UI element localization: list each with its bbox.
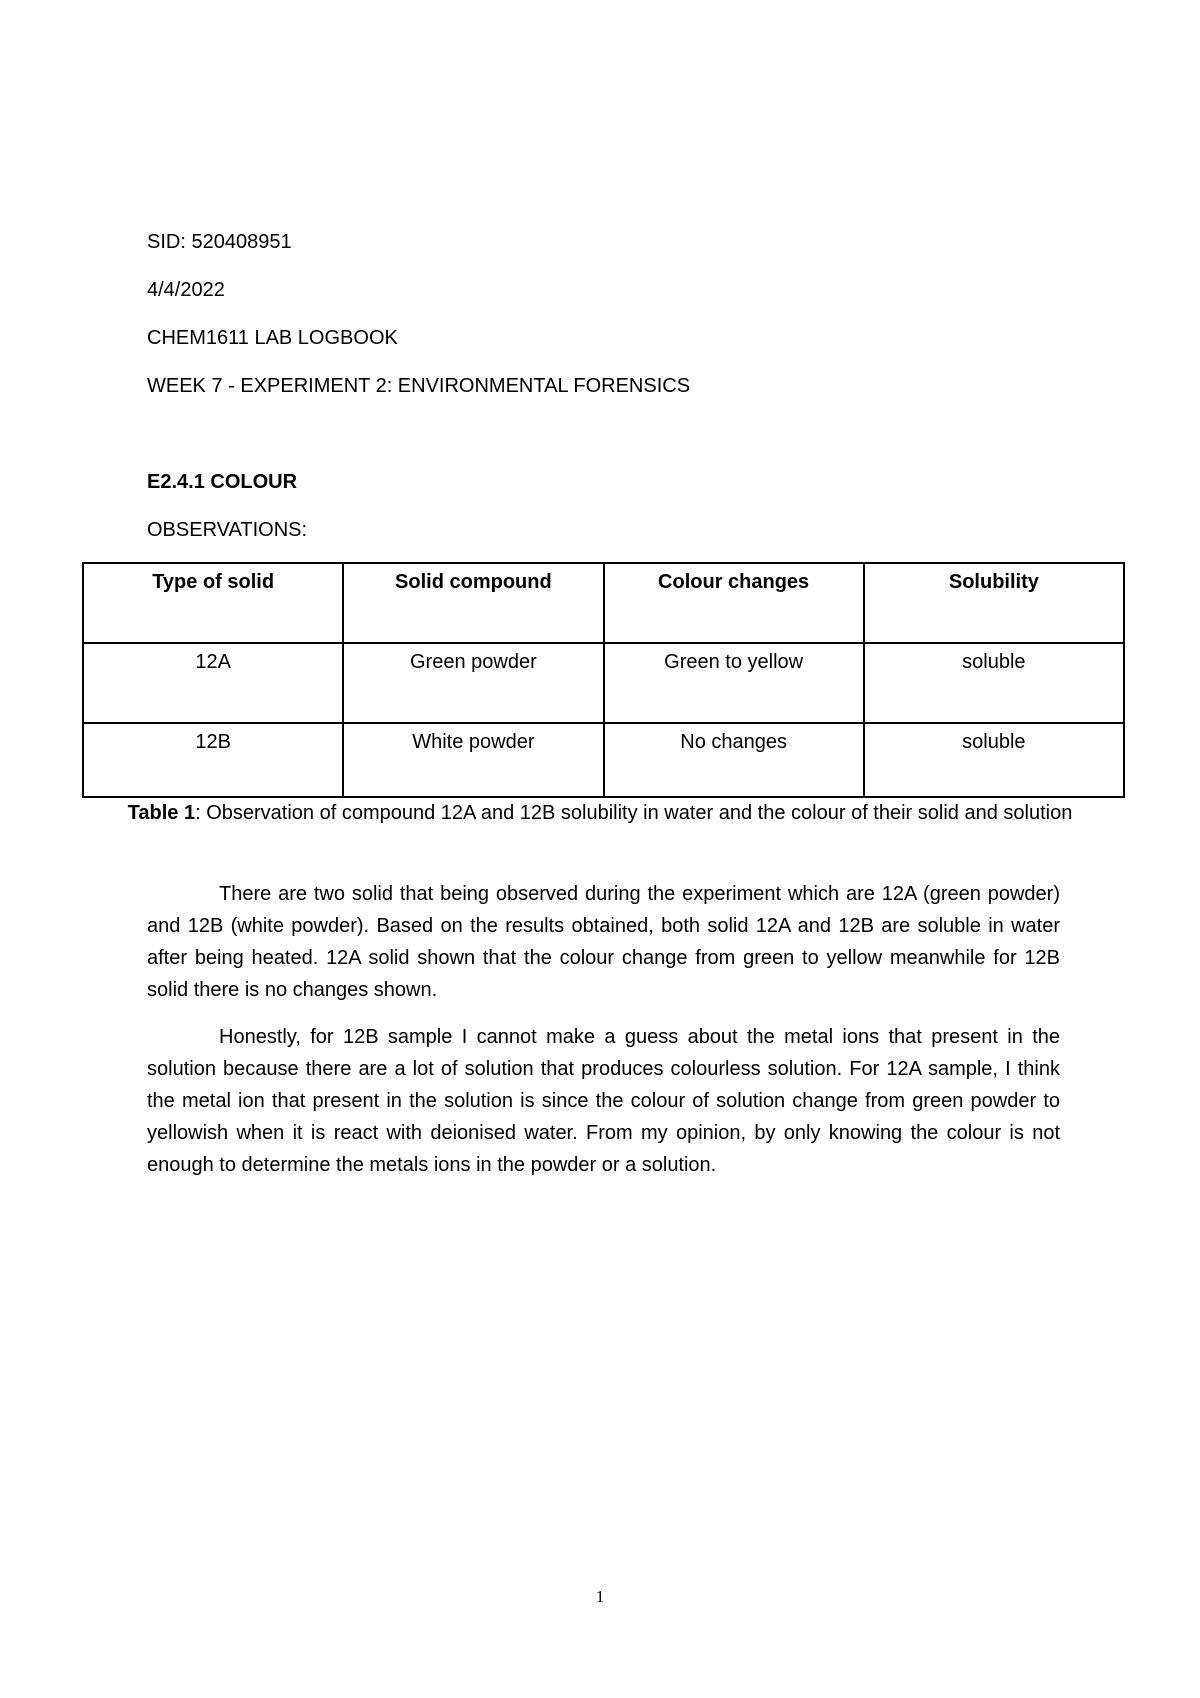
table-cell: 12B xyxy=(83,723,343,797)
caption-label: Table 1 xyxy=(127,802,196,824)
table-cell: 12A xyxy=(83,643,343,723)
experiment-title: WEEK 7 - EXPERIMENT 2: ENVIRONMENTAL FORENSICS xyxy=(147,375,691,397)
paragraph: There are two solid that being observed during the experiment which are 12A (green powder) and 12B (white powder). Based on the results obtained, both solid 12A and 12B are soluble in water after being heated. 12A solid shown that the colour change from green to yellow meanwhile for 12B solid there is no changes shown. xyxy=(147,883,1060,1001)
table-cell: White powder xyxy=(343,723,603,797)
table-row xyxy=(83,723,1124,797)
table-header-cell: Type of solid xyxy=(83,563,343,643)
table-cell: No changes xyxy=(604,723,864,797)
table-cell: Green to yellow xyxy=(604,643,864,723)
table-header-cell: Colour changes xyxy=(604,563,864,643)
table-cell: soluble xyxy=(864,723,1124,797)
table-header-cell: Solubility xyxy=(864,563,1124,643)
page-number: 1 xyxy=(595,1587,605,1606)
table-caption xyxy=(100,798,1100,828)
table-cell: Green powder xyxy=(343,643,603,723)
date: 4/4/2022 xyxy=(147,279,225,301)
table-header-row xyxy=(83,563,1124,643)
section-title: E2.4.1 COLOUR xyxy=(147,471,298,493)
table-row xyxy=(83,643,1124,723)
table-header-cell: Solid compound xyxy=(343,563,603,643)
student-id: SID: 520408951 xyxy=(147,231,292,253)
course-title: CHEM1611 LAB LOGBOOK xyxy=(147,327,398,349)
caption-text: : Observation of compound 12A and 12B solubility in water and the colour of their solid and solution xyxy=(195,802,1073,824)
section-subtitle: OBSERVATIONS: xyxy=(147,519,308,541)
paragraph: Honestly, for 12B sample I cannot make a guess about the metal ions that present in the solution because there are a lot of solution that produces colourless solution. For 12A sample, I think the metal ion that present in the solution is since the colour of solution change from green powder to yellowish when it is react with deionised water. From my opinion, by only knowing the colour is not enough to determine the metals ions in the powder or a solution. xyxy=(147,1026,1060,1176)
observations-table xyxy=(82,562,1125,798)
table-cell: soluble xyxy=(864,643,1124,723)
